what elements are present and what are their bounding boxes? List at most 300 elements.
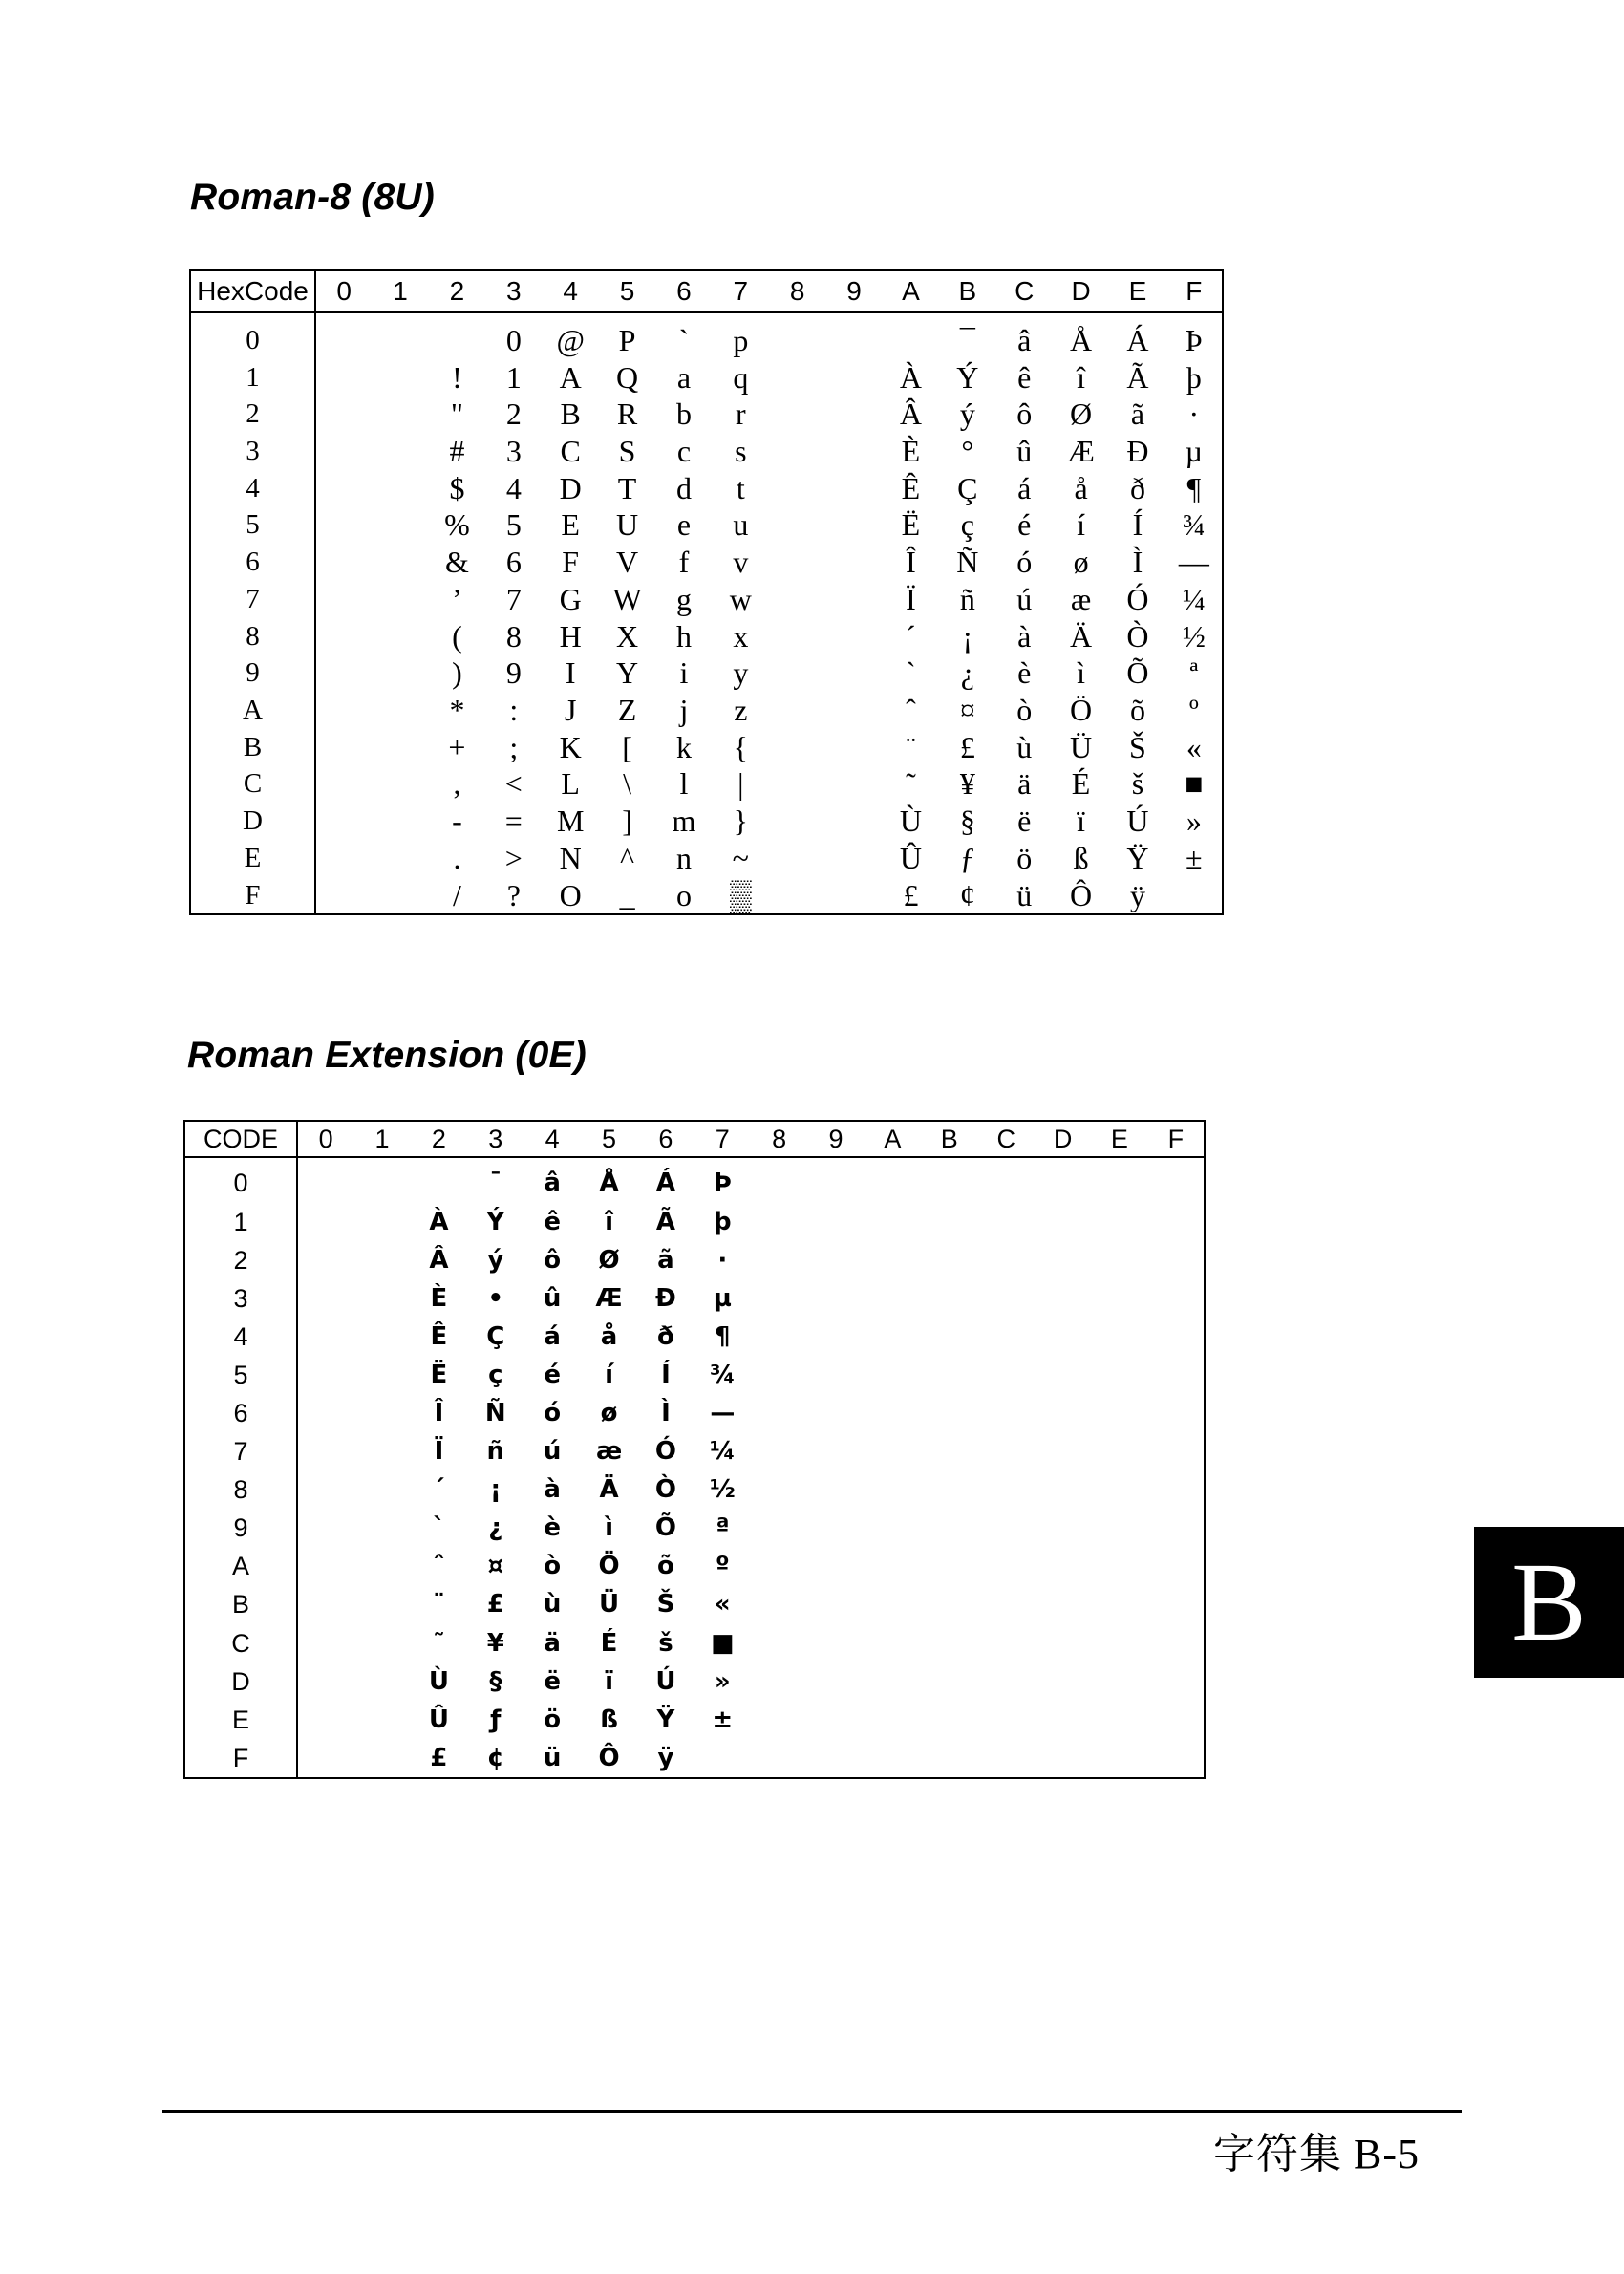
char-cell: h — [675, 618, 692, 654]
char-cell — [315, 433, 372, 470]
char-cell: ¥ — [486, 1628, 504, 1658]
char-cell: Ô — [598, 1743, 620, 1772]
char-cell: È — [901, 434, 921, 469]
char-cell — [921, 1279, 977, 1318]
char-cell: i — [679, 655, 689, 691]
char-cell — [769, 692, 825, 729]
column-header: C — [996, 270, 1053, 312]
char-cell: å — [600, 1321, 618, 1351]
char-cell: > — [504, 840, 523, 875]
char-cell — [769, 581, 825, 618]
roman-extension-title: Roman Extension (0E) — [187, 1035, 587, 1076]
char-cell: 5 — [505, 507, 522, 543]
char-cell — [751, 1279, 807, 1318]
char-cell: ^ — [620, 840, 635, 875]
char-cell: Ý — [956, 359, 979, 395]
char-cell — [353, 1157, 410, 1202]
char-cell — [315, 876, 372, 914]
char-cell: T — [617, 470, 637, 505]
row-header: E — [184, 1701, 297, 1739]
char-cell: ¡ — [962, 618, 973, 654]
char-cell: Â — [429, 1245, 449, 1275]
char-cell: 3 — [505, 434, 522, 469]
char-cell: ¾ — [709, 1360, 736, 1389]
roman8-charset-table — [189, 269, 1224, 915]
char-cell — [769, 728, 825, 765]
char-cell — [315, 469, 372, 506]
char-cell: š — [658, 1628, 673, 1658]
char-cell: 9 — [505, 655, 522, 691]
column-header: 0 — [297, 1121, 353, 1157]
char-cell — [921, 1241, 977, 1279]
char-cell: w — [729, 581, 752, 616]
char-cell: l — [679, 766, 689, 802]
char-cell: Ï — [434, 1437, 444, 1467]
char-cell — [865, 1701, 921, 1739]
char-cell: ½ — [709, 1475, 736, 1505]
column-header: B — [939, 270, 995, 312]
char-cell: = — [504, 803, 523, 838]
column-header: 7 — [713, 270, 769, 312]
char-cell: . — [453, 840, 461, 875]
char-cell: [ — [622, 729, 632, 764]
char-cell — [825, 506, 882, 544]
char-cell: z — [734, 692, 748, 727]
char-cell: ó — [1016, 545, 1033, 580]
char-cell: v — [733, 545, 749, 580]
char-cell — [353, 1356, 410, 1394]
char-cell: ƒ — [490, 1705, 502, 1734]
row-header: 9 — [184, 1509, 297, 1547]
char-cell — [1035, 1356, 1091, 1394]
char-cell — [315, 654, 372, 692]
row-header: 6 — [184, 1394, 297, 1432]
char-cell: þ — [714, 1207, 732, 1236]
char-cell: ( — [452, 618, 462, 654]
char-cell — [353, 1202, 410, 1240]
char-cell: Î — [434, 1398, 444, 1427]
char-cell: À — [429, 1207, 449, 1236]
char-cell: Ú — [655, 1666, 676, 1696]
char-cell — [865, 1356, 921, 1394]
char-cell: m — [672, 803, 696, 838]
char-cell: ñ — [959, 581, 975, 616]
row-header: 8 — [190, 617, 315, 654]
char-cell — [1091, 1202, 1147, 1240]
char-cell: Ã — [655, 1207, 675, 1236]
char-cell: â — [1017, 322, 1032, 357]
char-cell: * — [449, 692, 465, 727]
row-header: 7 — [184, 1432, 297, 1470]
char-cell: £ — [486, 1590, 504, 1620]
char-cell — [297, 1394, 353, 1432]
char-cell — [825, 617, 882, 654]
char-cell — [1148, 1547, 1205, 1585]
char-cell: ß — [600, 1705, 618, 1734]
char-cell: ¨ — [432, 1590, 445, 1620]
char-cell: ë — [544, 1666, 561, 1696]
char-cell: d — [675, 470, 692, 505]
char-cell: J — [564, 692, 577, 727]
char-cell — [1035, 1394, 1091, 1432]
char-cell: B — [560, 397, 581, 432]
char-cell — [1148, 1241, 1205, 1279]
char-cell: ó — [544, 1398, 562, 1427]
char-cell: ë — [1017, 803, 1032, 838]
char-cell: Ê — [430, 1321, 448, 1351]
row-header: 2 — [184, 1241, 297, 1279]
char-cell: ` — [906, 655, 916, 691]
char-cell: û — [1016, 434, 1033, 469]
char-cell: b — [675, 397, 692, 432]
char-cell: æ — [1070, 581, 1092, 616]
char-cell: ã — [657, 1245, 674, 1275]
char-cell: : — [509, 692, 519, 727]
row-header: 3 — [190, 433, 315, 470]
char-cell — [921, 1509, 977, 1547]
char-cell: Å — [599, 1169, 619, 1198]
char-cell — [1148, 1739, 1205, 1778]
char-cell — [751, 1394, 807, 1432]
char-cell: £ — [959, 729, 975, 764]
char-cell: ¶ — [1186, 470, 1202, 505]
char-cell: ç — [488, 1360, 503, 1389]
char-cell — [807, 1279, 864, 1318]
char-cell — [297, 1356, 353, 1394]
char-cell: e — [676, 507, 692, 543]
char-cell: " — [450, 397, 463, 432]
column-header: A — [883, 270, 939, 312]
roman8-title: Roman-8 (8U) — [190, 177, 435, 218]
char-cell — [978, 1624, 1035, 1663]
char-cell — [353, 1470, 410, 1509]
char-cell — [372, 765, 428, 803]
char-cell — [372, 803, 428, 840]
char-cell: 4 — [505, 470, 522, 505]
char-cell — [769, 803, 825, 840]
char-cell: æ — [595, 1437, 623, 1467]
char-cell — [807, 1394, 864, 1432]
char-cell: < — [504, 766, 523, 802]
char-cell: ¯ — [959, 322, 975, 357]
char-cell — [825, 544, 882, 581]
char-cell: ñ — [486, 1437, 505, 1467]
char-cell: Þ — [713, 1169, 732, 1198]
char-cell: Ü — [1070, 729, 1093, 764]
char-cell: µ — [1185, 434, 1204, 469]
char-cell: Ö — [598, 1552, 620, 1581]
column-header: 0 — [315, 270, 372, 312]
char-cell — [865, 1279, 921, 1318]
char-cell — [1148, 1394, 1205, 1432]
char-cell — [1091, 1663, 1147, 1701]
char-cell: 2 — [505, 397, 522, 432]
char-cell: á — [544, 1321, 561, 1351]
char-cell — [1148, 1157, 1205, 1202]
char-cell — [372, 433, 428, 470]
char-cell — [807, 1585, 864, 1623]
char-cell: Û — [899, 840, 922, 875]
char-cell: ˜ — [432, 1628, 445, 1658]
char-cell — [1035, 1547, 1091, 1585]
char-cell: ¼ — [709, 1437, 736, 1467]
char-cell — [1035, 1202, 1091, 1240]
char-cell: ´ — [906, 618, 916, 654]
char-cell: ä — [544, 1628, 561, 1658]
char-cell: ï — [1077, 803, 1085, 838]
char-cell — [297, 1547, 353, 1585]
char-cell: ø — [600, 1398, 618, 1427]
char-cell: ü — [1016, 877, 1033, 912]
char-cell — [353, 1432, 410, 1470]
char-cell — [751, 1663, 807, 1701]
char-cell: — — [1178, 545, 1209, 580]
char-cell: S — [618, 434, 636, 469]
char-cell: Ì — [661, 1398, 671, 1427]
column-header: 8 — [751, 1121, 807, 1157]
char-cell: y — [733, 655, 749, 691]
char-cell: Ÿ — [1126, 840, 1149, 875]
char-cell: Đ — [655, 1283, 676, 1313]
column-header: 5 — [599, 270, 655, 312]
char-cell — [807, 1663, 864, 1701]
char-cell — [1091, 1241, 1147, 1279]
char-cell — [865, 1663, 921, 1701]
char-cell — [297, 1663, 353, 1701]
char-cell — [921, 1432, 977, 1470]
row-header: E — [190, 839, 315, 876]
char-cell — [372, 617, 428, 654]
char-cell: Q — [616, 359, 639, 395]
char-cell — [807, 1624, 864, 1663]
char-cell: Ê — [901, 470, 921, 505]
char-cell: é — [544, 1360, 561, 1389]
char-cell: ò — [544, 1552, 562, 1581]
char-cell: í — [1077, 507, 1085, 543]
char-cell: Á — [655, 1169, 675, 1198]
char-cell — [751, 1585, 807, 1623]
char-cell — [769, 433, 825, 470]
char-cell — [372, 728, 428, 765]
char-cell — [315, 617, 372, 654]
char-cell — [807, 1739, 864, 1778]
char-cell: g — [675, 581, 692, 616]
char-cell — [1035, 1663, 1091, 1701]
char-cell — [1091, 1585, 1147, 1623]
row-header: 8 — [184, 1470, 297, 1509]
char-cell — [825, 396, 882, 433]
row-header: 0 — [184, 1157, 297, 1202]
char-cell — [751, 1470, 807, 1509]
char-cell: W — [612, 581, 642, 616]
char-cell: — — [710, 1398, 736, 1427]
row-header: B — [184, 1585, 297, 1623]
char-cell: Õ — [654, 1513, 676, 1543]
char-cell: ï — [605, 1666, 614, 1696]
char-cell — [1148, 1202, 1205, 1240]
char-cell: O — [559, 877, 582, 912]
char-cell — [1035, 1470, 1091, 1509]
char-cell: ò — [1016, 692, 1033, 727]
char-cell — [353, 1509, 410, 1547]
char-cell — [751, 1509, 807, 1547]
char-cell — [978, 1394, 1035, 1432]
char-cell — [353, 1624, 410, 1663]
char-cell — [978, 1701, 1035, 1739]
char-cell: Ë — [901, 507, 921, 543]
row-header: D — [184, 1663, 297, 1701]
char-cell: 6 — [505, 545, 522, 580]
char-cell: + — [448, 729, 466, 764]
char-cell: ˆ — [906, 692, 916, 727]
column-header: 2 — [411, 1121, 467, 1157]
column-header: 5 — [581, 1121, 637, 1157]
char-cell — [865, 1585, 921, 1623]
char-cell — [825, 728, 882, 765]
row-header: D — [190, 803, 315, 840]
char-cell — [1148, 1624, 1205, 1663]
char-cell — [921, 1739, 977, 1778]
char-cell: ½ — [1182, 618, 1206, 654]
char-cell — [921, 1356, 977, 1394]
row-header: C — [184, 1624, 297, 1663]
char-cell — [1091, 1318, 1147, 1356]
char-cell — [411, 1157, 467, 1202]
char-cell: À — [899, 359, 922, 395]
char-cell — [353, 1663, 410, 1701]
char-cell — [297, 1279, 353, 1318]
row-header: F — [184, 1739, 297, 1778]
row-header: A — [190, 692, 315, 729]
char-cell — [297, 1470, 353, 1509]
char-cell — [297, 1241, 353, 1279]
char-cell: ¿ — [488, 1513, 503, 1543]
char-cell: Ø — [598, 1245, 620, 1275]
char-cell: î — [1077, 359, 1085, 395]
char-cell: H — [559, 618, 582, 654]
char-cell: ç — [960, 507, 974, 543]
char-cell: á — [1017, 470, 1032, 505]
char-cell — [297, 1739, 353, 1778]
char-cell — [751, 1356, 807, 1394]
char-cell: ß — [1073, 840, 1089, 875]
char-cell: { — [733, 729, 748, 764]
char-cell: ü — [543, 1743, 562, 1772]
char-cell — [825, 692, 882, 729]
char-cell — [315, 803, 372, 840]
char-cell — [1166, 876, 1223, 914]
char-cell: É — [600, 1628, 618, 1658]
char-cell — [825, 876, 882, 914]
char-cell: Á — [1126, 322, 1149, 357]
char-cell — [751, 1701, 807, 1739]
char-cell — [315, 728, 372, 765]
char-cell — [769, 839, 825, 876]
row-header: 4 — [190, 469, 315, 506]
char-cell: Â — [899, 397, 922, 432]
char-cell — [807, 1318, 864, 1356]
char-cell — [1148, 1585, 1205, 1623]
char-cell: ú — [1016, 581, 1033, 616]
char-cell: ; — [509, 729, 519, 764]
char-cell: ö — [544, 1705, 562, 1734]
char-cell — [297, 1157, 353, 1202]
char-cell: 0 — [505, 322, 522, 357]
char-cell — [865, 1624, 921, 1663]
char-cell: û — [543, 1283, 562, 1313]
char-cell — [751, 1624, 807, 1663]
char-cell — [825, 469, 882, 506]
char-cell — [372, 654, 428, 692]
header-code-label: CODE — [184, 1121, 297, 1157]
char-cell: A — [559, 359, 582, 395]
appendix-b-tab: B — [1474, 1527, 1624, 1678]
char-cell: 7 — [505, 581, 522, 616]
char-cell: ê — [544, 1207, 561, 1236]
char-cell: » — [714, 1666, 731, 1696]
char-cell — [1091, 1547, 1147, 1585]
char-cell — [978, 1202, 1035, 1240]
char-cell: Î — [906, 545, 916, 580]
char-cell: x — [733, 618, 749, 654]
char-cell — [353, 1394, 410, 1432]
char-cell: _ — [619, 877, 635, 912]
char-cell — [1035, 1701, 1091, 1739]
char-cell — [865, 1547, 921, 1585]
char-cell — [978, 1739, 1035, 1778]
row-header: 0 — [190, 312, 315, 358]
char-cell: p — [733, 322, 749, 357]
char-cell — [978, 1318, 1035, 1356]
char-cell: à — [544, 1475, 561, 1505]
char-cell: u — [733, 507, 749, 543]
char-cell: Õ — [1126, 655, 1149, 691]
column-header: 1 — [372, 270, 428, 312]
char-cell — [978, 1509, 1035, 1547]
char-cell — [865, 1241, 921, 1279]
char-cell — [921, 1585, 977, 1623]
char-cell — [1035, 1318, 1091, 1356]
char-cell: ` — [678, 322, 690, 357]
char-cell — [372, 692, 428, 729]
char-cell: í — [605, 1360, 614, 1389]
char-cell: • — [487, 1283, 504, 1313]
row-header: 2 — [190, 396, 315, 433]
char-cell — [1035, 1585, 1091, 1623]
column-header: D — [1053, 270, 1109, 312]
char-cell — [978, 1663, 1035, 1701]
char-cell — [751, 1739, 807, 1778]
char-cell — [353, 1547, 410, 1585]
char-cell — [807, 1356, 864, 1394]
char-cell: ¶ — [715, 1321, 731, 1351]
char-cell: « — [1186, 729, 1202, 764]
column-header: 9 — [807, 1121, 864, 1157]
char-cell: ° — [961, 434, 974, 469]
char-cell: õ — [657, 1552, 674, 1581]
char-cell: Å — [1070, 322, 1093, 357]
char-cell: ’ — [452, 581, 462, 616]
char-cell — [297, 1585, 353, 1623]
char-cell: Š — [1129, 729, 1146, 764]
char-cell: C — [560, 434, 581, 469]
char-cell — [825, 312, 882, 358]
char-cell — [807, 1470, 864, 1509]
char-cell: É — [1071, 766, 1091, 802]
char-cell — [353, 1739, 410, 1778]
char-cell — [1148, 1470, 1205, 1509]
char-cell: Ç — [957, 470, 978, 505]
